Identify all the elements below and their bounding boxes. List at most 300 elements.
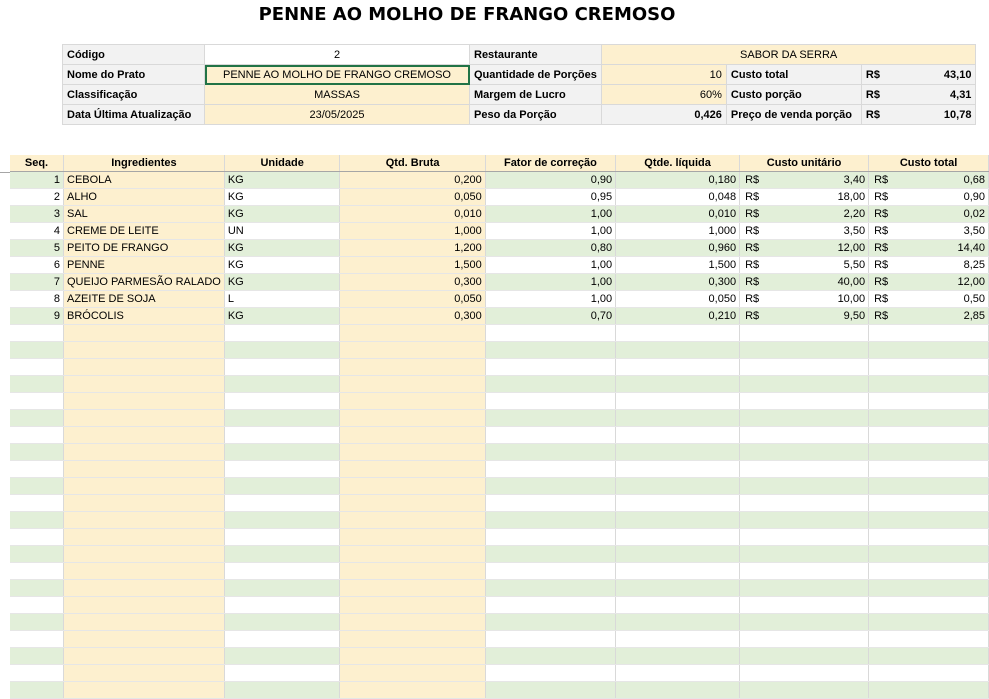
margem-cell[interactable]: 60%: [601, 85, 726, 105]
unit-cell[interactable]: [224, 631, 340, 648]
fator-cell[interactable]: 0,70: [485, 308, 615, 325]
unit-cell[interactable]: [224, 376, 340, 393]
qtd-bruta-cell[interactable]: [340, 376, 485, 393]
unit-cell[interactable]: [224, 563, 340, 580]
table-row[interactable]: [10, 563, 989, 580]
ingredient-cell[interactable]: [64, 444, 225, 461]
qtd-bruta-cell[interactable]: 1,500: [340, 257, 485, 274]
unit-cell[interactable]: [224, 648, 340, 665]
table-row[interactable]: [10, 359, 989, 376]
fator-cell[interactable]: [485, 580, 615, 597]
col-header-unidade[interactable]: Unidade: [224, 155, 340, 172]
qtd-liquida-cell[interactable]: 0,048: [616, 189, 740, 206]
seq-cell[interactable]: [10, 410, 64, 427]
unit-cell[interactable]: [224, 529, 340, 546]
custo-total-cell[interactable]: 43,10: [884, 65, 976, 85]
qtd-bruta-cell[interactable]: 0,050: [340, 291, 485, 308]
ingredient-cell[interactable]: [64, 342, 225, 359]
qtd-liquida-cell[interactable]: [616, 614, 740, 631]
custo-total-cell[interactable]: [869, 631, 989, 648]
table-row[interactable]: [10, 240, 989, 257]
table-row[interactable]: [10, 495, 989, 512]
custo-unitario-cell[interactable]: [740, 359, 869, 376]
peso-cell[interactable]: 0,426: [601, 105, 726, 125]
qtd-bruta-cell[interactable]: [340, 410, 485, 427]
ingredient-cell[interactable]: [64, 580, 225, 597]
qtd-liquida-cell[interactable]: [616, 359, 740, 376]
table-row[interactable]: [10, 444, 989, 461]
seq-cell[interactable]: [10, 342, 64, 359]
custo-total-cell[interactable]: [869, 410, 989, 427]
seq-cell[interactable]: [10, 444, 64, 461]
table-row[interactable]: [10, 189, 989, 206]
ingredient-cell[interactable]: SAL: [64, 206, 225, 223]
custo-total-cell[interactable]: [869, 308, 989, 325]
fator-cell[interactable]: [485, 648, 615, 665]
qtd-liquida-cell[interactable]: 1,000: [616, 223, 740, 240]
qtd-liquida-cell[interactable]: 0,210: [616, 308, 740, 325]
table-row[interactable]: [10, 274, 989, 291]
table-row[interactable]: [10, 172, 989, 189]
unit-cell[interactable]: [224, 665, 340, 682]
qtd-liquida-cell[interactable]: 0,960: [616, 240, 740, 257]
custo-unitario-cell[interactable]: [740, 648, 869, 665]
seq-cell[interactable]: 9: [10, 308, 64, 325]
fator-cell[interactable]: 0,95: [485, 189, 615, 206]
qtd-liquida-cell[interactable]: 0,180: [616, 172, 740, 189]
qtd-liquida-cell[interactable]: [616, 410, 740, 427]
qtd-bruta-cell[interactable]: 0,200: [340, 172, 485, 189]
qtd-liquida-cell[interactable]: [616, 529, 740, 546]
ingredient-cell[interactable]: PEITO DE FRANGO: [64, 240, 225, 257]
custo-unitario-cell[interactable]: [740, 427, 869, 444]
col-header-qtd-bruta[interactable]: Qtd. Bruta: [340, 155, 485, 172]
seq-cell[interactable]: 3: [10, 206, 64, 223]
qtd-bruta-cell[interactable]: [340, 614, 485, 631]
col-header-qtd-liquida[interactable]: Qtde. líquida: [616, 155, 740, 172]
seq-cell[interactable]: 2: [10, 189, 64, 206]
fator-cell[interactable]: [485, 495, 615, 512]
unit-cell[interactable]: [224, 614, 340, 631]
fator-cell[interactable]: [485, 665, 615, 682]
ingredient-cell[interactable]: [64, 631, 225, 648]
qtd-liquida-cell[interactable]: [616, 427, 740, 444]
table-row[interactable]: [10, 325, 989, 342]
qtd-bruta-cell[interactable]: 1,200: [340, 240, 485, 257]
qtd-liquida-cell[interactable]: [616, 563, 740, 580]
qtd-bruta-cell[interactable]: 0,010: [340, 206, 485, 223]
custo-unitario-cell[interactable]: [740, 580, 869, 597]
table-row[interactable]: [10, 206, 989, 223]
custo-unitario-cell[interactable]: [740, 512, 869, 529]
qtd-liquida-cell[interactable]: 0,300: [616, 274, 740, 291]
custo-total-cell[interactable]: [869, 512, 989, 529]
qtd-liquida-cell[interactable]: [616, 325, 740, 342]
unit-cell[interactable]: L: [224, 291, 340, 308]
qtd-bruta-cell[interactable]: [340, 597, 485, 614]
fator-cell[interactable]: [485, 682, 615, 699]
currency-symbol: R$: [745, 242, 760, 254]
qtd-bruta-cell[interactable]: [340, 393, 485, 410]
seq-cell[interactable]: [10, 393, 64, 410]
qtd-liquida-cell[interactable]: [616, 631, 740, 648]
ingredient-cell[interactable]: [64, 512, 225, 529]
fator-cell[interactable]: [485, 546, 615, 563]
seq-cell[interactable]: [10, 529, 64, 546]
seq-cell[interactable]: [10, 512, 64, 529]
unit-cell[interactable]: [224, 597, 340, 614]
custo-unitario-cell[interactable]: [740, 495, 869, 512]
seq-cell[interactable]: 4: [10, 223, 64, 240]
qtd-bruta-cell[interactable]: [340, 495, 485, 512]
table-row[interactable]: [10, 478, 989, 495]
seq-cell[interactable]: [10, 614, 64, 631]
seq-cell[interactable]: 6: [10, 257, 64, 274]
col-header-custo-total[interactable]: Custo total: [869, 155, 989, 172]
unit-cell[interactable]: KG: [224, 308, 340, 325]
table-row[interactable]: [10, 308, 989, 325]
unit-cell[interactable]: KG: [224, 257, 340, 274]
qtd-bruta-cell[interactable]: [340, 325, 485, 342]
unit-cell[interactable]: KG: [224, 206, 340, 223]
table-row[interactable]: [10, 614, 989, 631]
custo-unitario-cell[interactable]: [740, 274, 869, 291]
qtd-liquida-cell[interactable]: [616, 461, 740, 478]
custo-unitario-cell[interactable]: [740, 308, 869, 325]
custo-total-cell[interactable]: [869, 206, 989, 223]
custo-unitario-cell[interactable]: [740, 631, 869, 648]
seq-cell[interactable]: [10, 495, 64, 512]
qtd-bruta-cell[interactable]: [340, 546, 485, 563]
table-row[interactable]: [10, 682, 989, 699]
qtd-liquida-cell[interactable]: [616, 376, 740, 393]
fator-cell[interactable]: [485, 393, 615, 410]
qtd-bruta-cell[interactable]: [340, 461, 485, 478]
custo-unitario-cell[interactable]: [740, 478, 869, 495]
ingredient-cell[interactable]: [64, 563, 225, 580]
custo-total-cell[interactable]: [869, 427, 989, 444]
fator-cell[interactable]: [485, 597, 615, 614]
qtd-liquida-cell[interactable]: [616, 495, 740, 512]
ingredient-cell[interactable]: QUEIJO PARMESÃO RALADO: [64, 274, 225, 291]
restaurante-cell[interactable]: SABOR DA SERRA: [601, 45, 976, 65]
ingredient-cell[interactable]: ALHO: [64, 189, 225, 206]
ingredient-cell[interactable]: BRÓCOLIS: [64, 308, 225, 325]
fator-cell[interactable]: [485, 359, 615, 376]
custo-unitario-cell[interactable]: [740, 410, 869, 427]
custo-total-cell[interactable]: [869, 648, 989, 665]
ingredient-cell[interactable]: [64, 614, 225, 631]
custo-total-cell[interactable]: [869, 274, 989, 291]
custo-unitario-cell[interactable]: [740, 597, 869, 614]
qtd-liquida-cell[interactable]: [616, 580, 740, 597]
qtd-bruta-cell[interactable]: [340, 342, 485, 359]
qtd-liquida-cell[interactable]: [616, 478, 740, 495]
custo-total-cell[interactable]: [869, 291, 989, 308]
qtd-bruta-cell[interactable]: [340, 529, 485, 546]
qtd-bruta-cell[interactable]: [340, 580, 485, 597]
custo-total-cell[interactable]: [869, 580, 989, 597]
qtd-bruta-cell[interactable]: 0,300: [340, 308, 485, 325]
seq-cell[interactable]: 1: [10, 172, 64, 189]
ingredient-cell[interactable]: [64, 393, 225, 410]
fator-cell[interactable]: [485, 427, 615, 444]
table-row[interactable]: [10, 342, 989, 359]
seq-cell[interactable]: [10, 648, 64, 665]
ingredient-cell[interactable]: [64, 529, 225, 546]
ingredient-cell[interactable]: [64, 648, 225, 665]
fator-cell[interactable]: 0,80: [485, 240, 615, 257]
qtd-liquida-cell[interactable]: [616, 444, 740, 461]
unit-cell[interactable]: UN: [224, 223, 340, 240]
currency-symbol: R$: [874, 225, 889, 237]
col-header-seq[interactable]: Seq.: [10, 155, 64, 172]
custo-unitario-cell[interactable]: [740, 546, 869, 563]
custo-total-cell[interactable]: [869, 223, 989, 240]
ingredient-cell[interactable]: AZEITE DE SOJA: [64, 291, 225, 308]
unit-cell[interactable]: KG: [224, 189, 340, 206]
custo-total-cell[interactable]: [869, 240, 989, 257]
qtd-liquida-cell[interactable]: [616, 512, 740, 529]
custo-unitario-cell[interactable]: [740, 393, 869, 410]
table-row[interactable]: [10, 631, 989, 648]
seq-cell[interactable]: [10, 478, 64, 495]
qtd-liquida-cell[interactable]: [616, 648, 740, 665]
custo-total-cell[interactable]: [869, 257, 989, 274]
custo-total-cell[interactable]: [869, 189, 989, 206]
seq-cell[interactable]: 7: [10, 274, 64, 291]
custo-total-cell[interactable]: [869, 393, 989, 410]
col-header-fator[interactable]: Fator de correção: [485, 155, 615, 172]
ingredient-cell[interactable]: [64, 325, 225, 342]
custo-unitario-cell[interactable]: [740, 682, 869, 699]
preco-cell[interactable]: 10,78: [884, 105, 976, 125]
seq-cell[interactable]: [10, 682, 64, 699]
custo-unitario-cell[interactable]: [740, 189, 869, 206]
ingredient-cell[interactable]: [64, 495, 225, 512]
custo-unitario-cell[interactable]: [740, 172, 869, 189]
fator-cell[interactable]: 1,00: [485, 291, 615, 308]
table-row[interactable]: [10, 257, 989, 274]
fator-cell[interactable]: 1,00: [485, 206, 615, 223]
custo-unitario-cell[interactable]: [740, 665, 869, 682]
unit-cell[interactable]: [224, 342, 340, 359]
table-row[interactable]: [10, 546, 989, 563]
fator-cell[interactable]: 1,00: [485, 223, 615, 240]
fator-cell[interactable]: 0,90: [485, 172, 615, 189]
seq-cell[interactable]: [10, 665, 64, 682]
unit-cell[interactable]: KG: [224, 240, 340, 257]
ingredient-cell[interactable]: [64, 478, 225, 495]
col-header-custo-unitario[interactable]: Custo unitário: [740, 155, 869, 172]
custo-unitario-cell[interactable]: [740, 257, 869, 274]
ingredient-cell[interactable]: [64, 359, 225, 376]
fator-cell[interactable]: [485, 342, 615, 359]
seq-cell[interactable]: [10, 427, 64, 444]
seq-cell[interactable]: [10, 631, 64, 648]
qtd-bruta-cell[interactable]: [340, 648, 485, 665]
custo-total-cell[interactable]: [869, 682, 989, 699]
unit-cell[interactable]: [224, 410, 340, 427]
custo-total-cell[interactable]: [869, 563, 989, 580]
unit-cell[interactable]: [224, 546, 340, 563]
unit-cell[interactable]: [224, 580, 340, 597]
seq-cell[interactable]: 8: [10, 291, 64, 308]
custo-total-cell[interactable]: [869, 614, 989, 631]
qtd-bruta-cell[interactable]: 0,300: [340, 274, 485, 291]
seq-cell[interactable]: [10, 597, 64, 614]
table-row[interactable]: [10, 529, 989, 546]
table-row[interactable]: [10, 223, 989, 240]
custo-unitario-cell[interactable]: [740, 342, 869, 359]
seq-cell[interactable]: [10, 376, 64, 393]
unit-cell[interactable]: [224, 495, 340, 512]
qtd-liquida-cell[interactable]: [616, 393, 740, 410]
qtd-bruta-cell[interactable]: [340, 359, 485, 376]
qtd-bruta-cell[interactable]: 0,050: [340, 189, 485, 206]
custo-total-cell[interactable]: [869, 376, 989, 393]
custo-unitario-cell[interactable]: [740, 325, 869, 342]
unit-cell[interactable]: [224, 393, 340, 410]
qtd-bruta-cell[interactable]: [340, 512, 485, 529]
ingredient-cell[interactable]: PENNE: [64, 257, 225, 274]
custo-unitario-cell[interactable]: [740, 206, 869, 223]
custo-total-cell[interactable]: [869, 325, 989, 342]
table-row[interactable]: [10, 393, 989, 410]
table-row[interactable]: [10, 597, 989, 614]
nome-cell[interactable]: PENNE AO MOLHO DE FRANGO CREMOSO: [205, 65, 470, 85]
unit-cell[interactable]: [224, 359, 340, 376]
qtd-bruta-cell[interactable]: [340, 444, 485, 461]
custo-total-cell[interactable]: [869, 342, 989, 359]
seq-cell[interactable]: 5: [10, 240, 64, 257]
custo-unitario-cell[interactable]: [740, 376, 869, 393]
custo-porcao-cell[interactable]: 4,31: [884, 85, 976, 105]
unit-cell[interactable]: [224, 461, 340, 478]
table-row[interactable]: [10, 410, 989, 427]
qtd-liquida-cell[interactable]: [616, 682, 740, 699]
unit-cell[interactable]: [224, 427, 340, 444]
table-row[interactable]: [10, 461, 989, 478]
custo-unitario-cell[interactable]: [740, 240, 869, 257]
qtd-liquida-cell[interactable]: [616, 546, 740, 563]
seq-cell[interactable]: [10, 461, 64, 478]
codigo-cell[interactable]: 2: [205, 45, 470, 65]
fator-cell[interactable]: 1,00: [485, 274, 615, 291]
qtd-liquida-cell[interactable]: [616, 342, 740, 359]
ingredient-cell[interactable]: [64, 427, 225, 444]
unit-cell[interactable]: [224, 325, 340, 342]
qtd-liquida-cell[interactable]: 1,500: [616, 257, 740, 274]
custo-total-cell[interactable]: [869, 529, 989, 546]
ingredient-cell[interactable]: [64, 546, 225, 563]
qtd-bruta-cell[interactable]: [340, 563, 485, 580]
qtd-bruta-cell[interactable]: [340, 665, 485, 682]
custo-unitario-cell[interactable]: [740, 223, 869, 240]
data-cell[interactable]: 23/05/2025: [205, 105, 470, 125]
ingredient-cell[interactable]: CREME DE LEITE: [64, 223, 225, 240]
custo-unitario-cell[interactable]: [740, 529, 869, 546]
qtd-bruta-cell[interactable]: [340, 478, 485, 495]
fator-cell[interactable]: 1,00: [485, 257, 615, 274]
unit-cell[interactable]: [224, 444, 340, 461]
custo-total-cell[interactable]: [869, 359, 989, 376]
table-row[interactable]: [10, 580, 989, 597]
qtd-liquida-cell[interactable]: 0,050: [616, 291, 740, 308]
fator-cell[interactable]: [485, 376, 615, 393]
qtd-bruta-cell[interactable]: [340, 427, 485, 444]
fator-cell[interactable]: [485, 410, 615, 427]
ingredient-cell[interactable]: CEBOLA: [64, 172, 225, 189]
unit-cell[interactable]: [224, 478, 340, 495]
ingredient-cell[interactable]: [64, 461, 225, 478]
fator-cell[interactable]: [485, 444, 615, 461]
seq-cell[interactable]: [10, 546, 64, 563]
custo-unitario-cell[interactable]: [740, 614, 869, 631]
qtd-bruta-cell[interactable]: 1,000: [340, 223, 485, 240]
custo-total-cell[interactable]: [869, 495, 989, 512]
ingredient-cell[interactable]: [64, 410, 225, 427]
custo-total-cell[interactable]: [869, 444, 989, 461]
seq-cell[interactable]: [10, 580, 64, 597]
qtd-bruta-cell[interactable]: [340, 631, 485, 648]
qtd-liquida-cell[interactable]: [616, 597, 740, 614]
seq-cell[interactable]: [10, 563, 64, 580]
porcoes-cell[interactable]: 10: [601, 65, 726, 85]
custo-total-cell[interactable]: [869, 461, 989, 478]
ingredient-cell[interactable]: [64, 665, 225, 682]
custo-unitario-cell[interactable]: [740, 444, 869, 461]
custo-unitario-cell[interactable]: [740, 563, 869, 580]
unit-cell[interactable]: KG: [224, 172, 340, 189]
table-row[interactable]: [10, 648, 989, 665]
custo-unitario-cell[interactable]: [740, 461, 869, 478]
custo-total-cell[interactable]: [869, 478, 989, 495]
ingredient-cell[interactable]: [64, 376, 225, 393]
seq-cell[interactable]: [10, 359, 64, 376]
table-row[interactable]: [10, 665, 989, 682]
custo-total-cell[interactable]: [869, 172, 989, 189]
unit-cell[interactable]: [224, 682, 340, 699]
fator-cell[interactable]: [485, 325, 615, 342]
fator-cell[interactable]: [485, 631, 615, 648]
table-row[interactable]: [10, 376, 989, 393]
fator-cell[interactable]: [485, 512, 615, 529]
qtd-liquida-cell[interactable]: [616, 665, 740, 682]
qtd-bruta-cell[interactable]: [340, 682, 485, 699]
fator-cell[interactable]: [485, 614, 615, 631]
fator-cell[interactable]: [485, 461, 615, 478]
custo-total-cell[interactable]: [869, 546, 989, 563]
table-row[interactable]: [10, 291, 989, 308]
table-row[interactable]: [10, 512, 989, 529]
fator-cell[interactable]: [485, 478, 615, 495]
ingredient-cell[interactable]: [64, 682, 225, 699]
ingredient-cell[interactable]: [64, 597, 225, 614]
custo-total-cell[interactable]: [869, 665, 989, 682]
classificacao-cell[interactable]: MASSAS: [205, 85, 470, 105]
custo-total-cell[interactable]: [869, 597, 989, 614]
custo-unitario-cell[interactable]: [740, 291, 869, 308]
fator-cell[interactable]: [485, 563, 615, 580]
table-row[interactable]: [10, 427, 989, 444]
seq-cell[interactable]: [10, 325, 64, 342]
fator-cell[interactable]: [485, 529, 615, 546]
qtd-liquida-cell[interactable]: 0,010: [616, 206, 740, 223]
unit-cell[interactable]: [224, 512, 340, 529]
unit-cell[interactable]: KG: [224, 274, 340, 291]
col-header-ingredientes[interactable]: Ingredientes: [64, 155, 225, 172]
